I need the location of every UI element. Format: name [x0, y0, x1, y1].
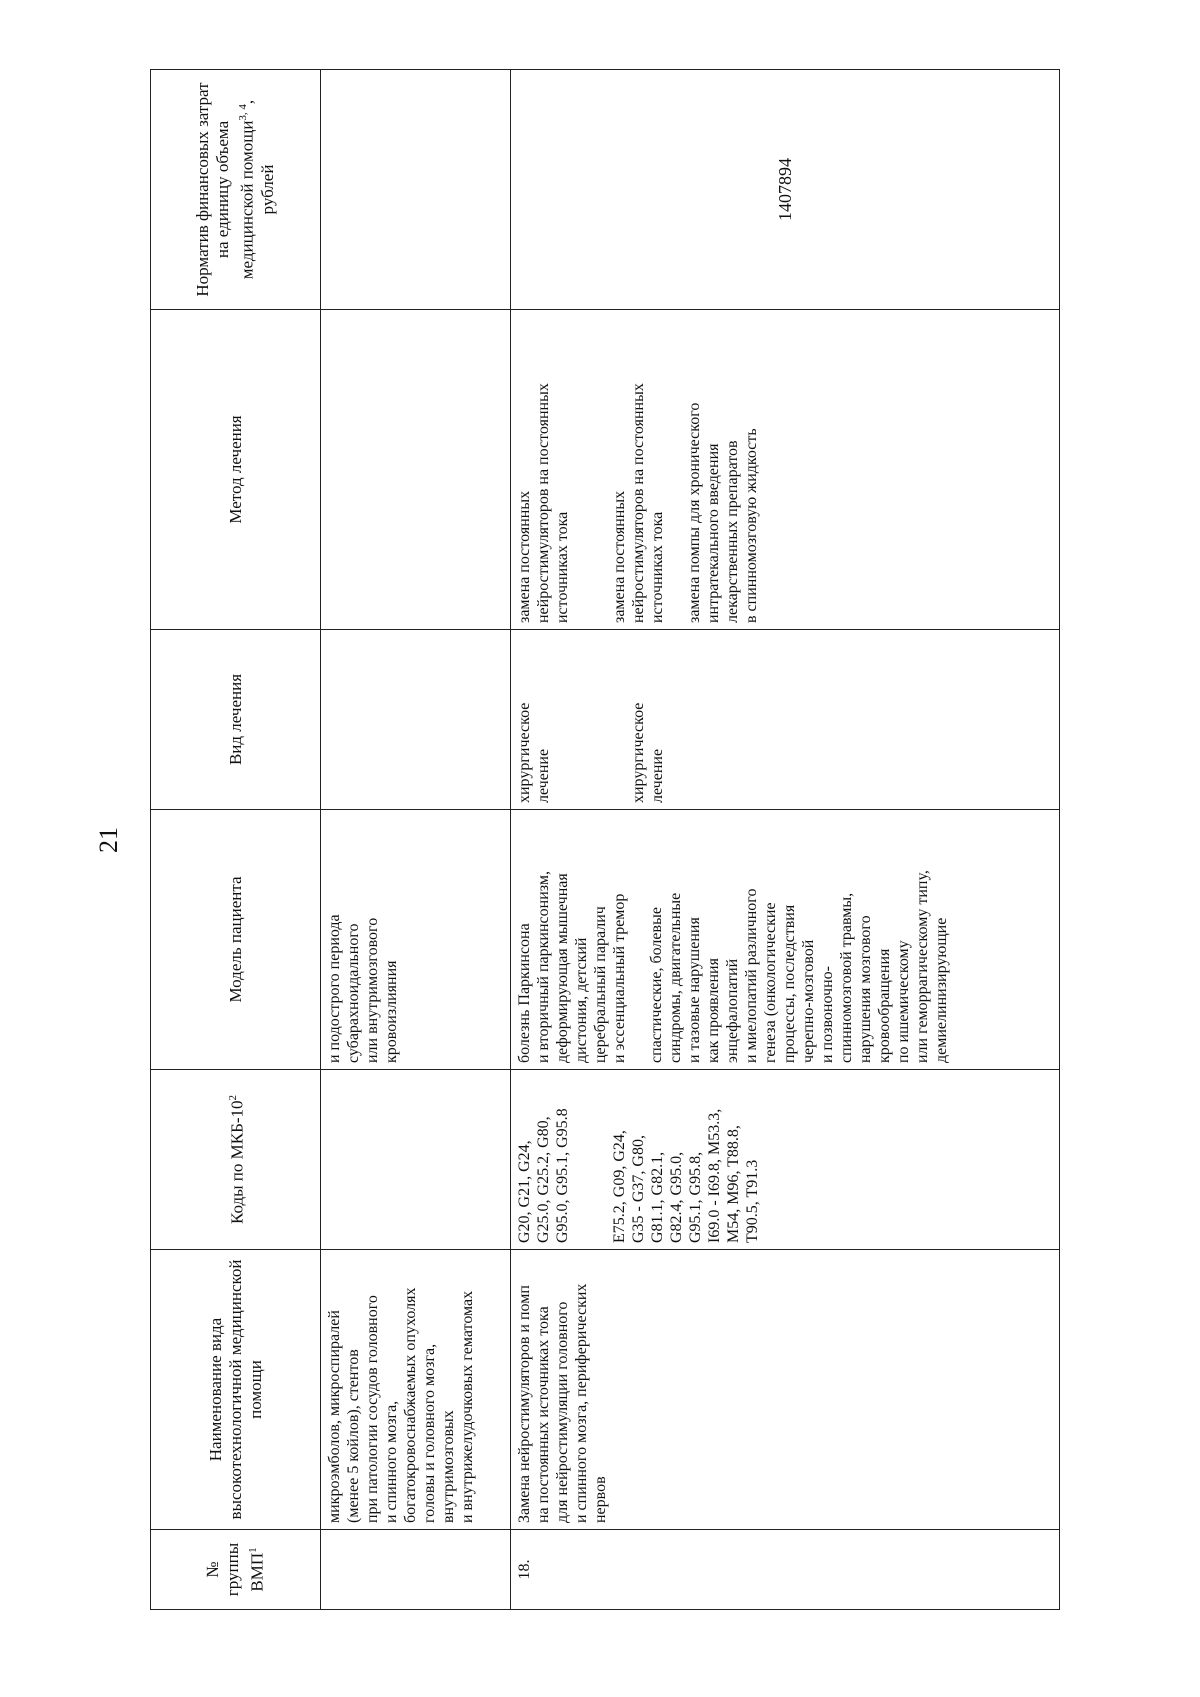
header-cost: Норматив финансовых затрат на единицу объема медицинской помощи$^{3, 4}$, рублей [151, 70, 321, 310]
header-name: Наименование вида высокотехнологичной медицинской помощи [151, 1250, 321, 1530]
row18-number: 18. [511, 1530, 1060, 1610]
table-row [321, 70, 511, 1610]
cont-cost [321, 70, 511, 310]
vmp-table [150, 69, 1060, 1610]
row18-name: Замена нейростимуляторов и помп на постоянных источниках тока для нейростимуляции головного и спинного мозга, периферических нервов [511, 1250, 1060, 1530]
row18-treatment-type: хирургическое лечение хирургическое лечение [511, 630, 1060, 810]
header-method: Метод лечения [151, 310, 321, 630]
header-model: Модель пациента [151, 810, 321, 1070]
header-treatment-type: Вид лечения [151, 630, 321, 810]
row18-model: болезнь Паркинсона и вторичный паркинсонизм, деформирующая мышечная дистония, детский церебральный паралич и эссенциальный тремор спастические, болевые синдромы, двигательные и тазовые нарушения как проявления энцефалопатий и миелопатий различного генеза (онкологические процессы, последствия черепно-мозговой и позвоночно- спинномозговой травмы, нарушения мозгового кровообращения по ишемическому или геморрагическому типу, демиелинизирующие [511, 810, 1060, 1070]
page-number: 21 [94, 827, 123, 853]
cont-codes [321, 1070, 511, 1250]
row18-cost: 1407894 [511, 70, 1060, 310]
cont-group-no [321, 1530, 511, 1610]
row18-method: замена постоянных нейростимуляторов на постоянных источниках тока замена постоянных нейростимуляторов на постоянных источниках тока замена помпы для хронического интратекального введения лекарственных препаратов в спинномозговую жидкость [511, 310, 1060, 630]
cont-method [321, 310, 511, 630]
table-row [511, 70, 1060, 1610]
rotated-table-container [150, 70, 1060, 1610]
cont-name: микроэмболов, микроспиралей (менее 5 койлов), стентов при патологии сосудов головного и спинного мозга, богатокровоснабжаемых опухолях головы и головного мозга, внутримозговых и внутрижелудочковых гематомах [321, 1250, 511, 1530]
header-row [151, 70, 321, 1610]
cont-treatment-type [321, 630, 511, 810]
cont-model: и подострого периода субарахноидального или внутримозгового кровоизлияния [321, 810, 511, 1070]
header-group-no: № группы ВМП$^1$ [151, 1530, 321, 1610]
document-table-wrapper [150, 70, 1060, 1610]
row18-codes: G20, G21, G24, G25.0, G25.2, G80, G95.0, G95.1, G95.8 E75.2, G09, G24, G35 - G37, G80, G81.1, G82.1, G82.4, G95.0, G95.1, G95.8, I69.0 - I69.8, M53.3, M54, M96, T88.8, T90.5, T91.3 [511, 1070, 1060, 1250]
header-codes: Коды по МКБ-$10^2$ [151, 1070, 321, 1250]
